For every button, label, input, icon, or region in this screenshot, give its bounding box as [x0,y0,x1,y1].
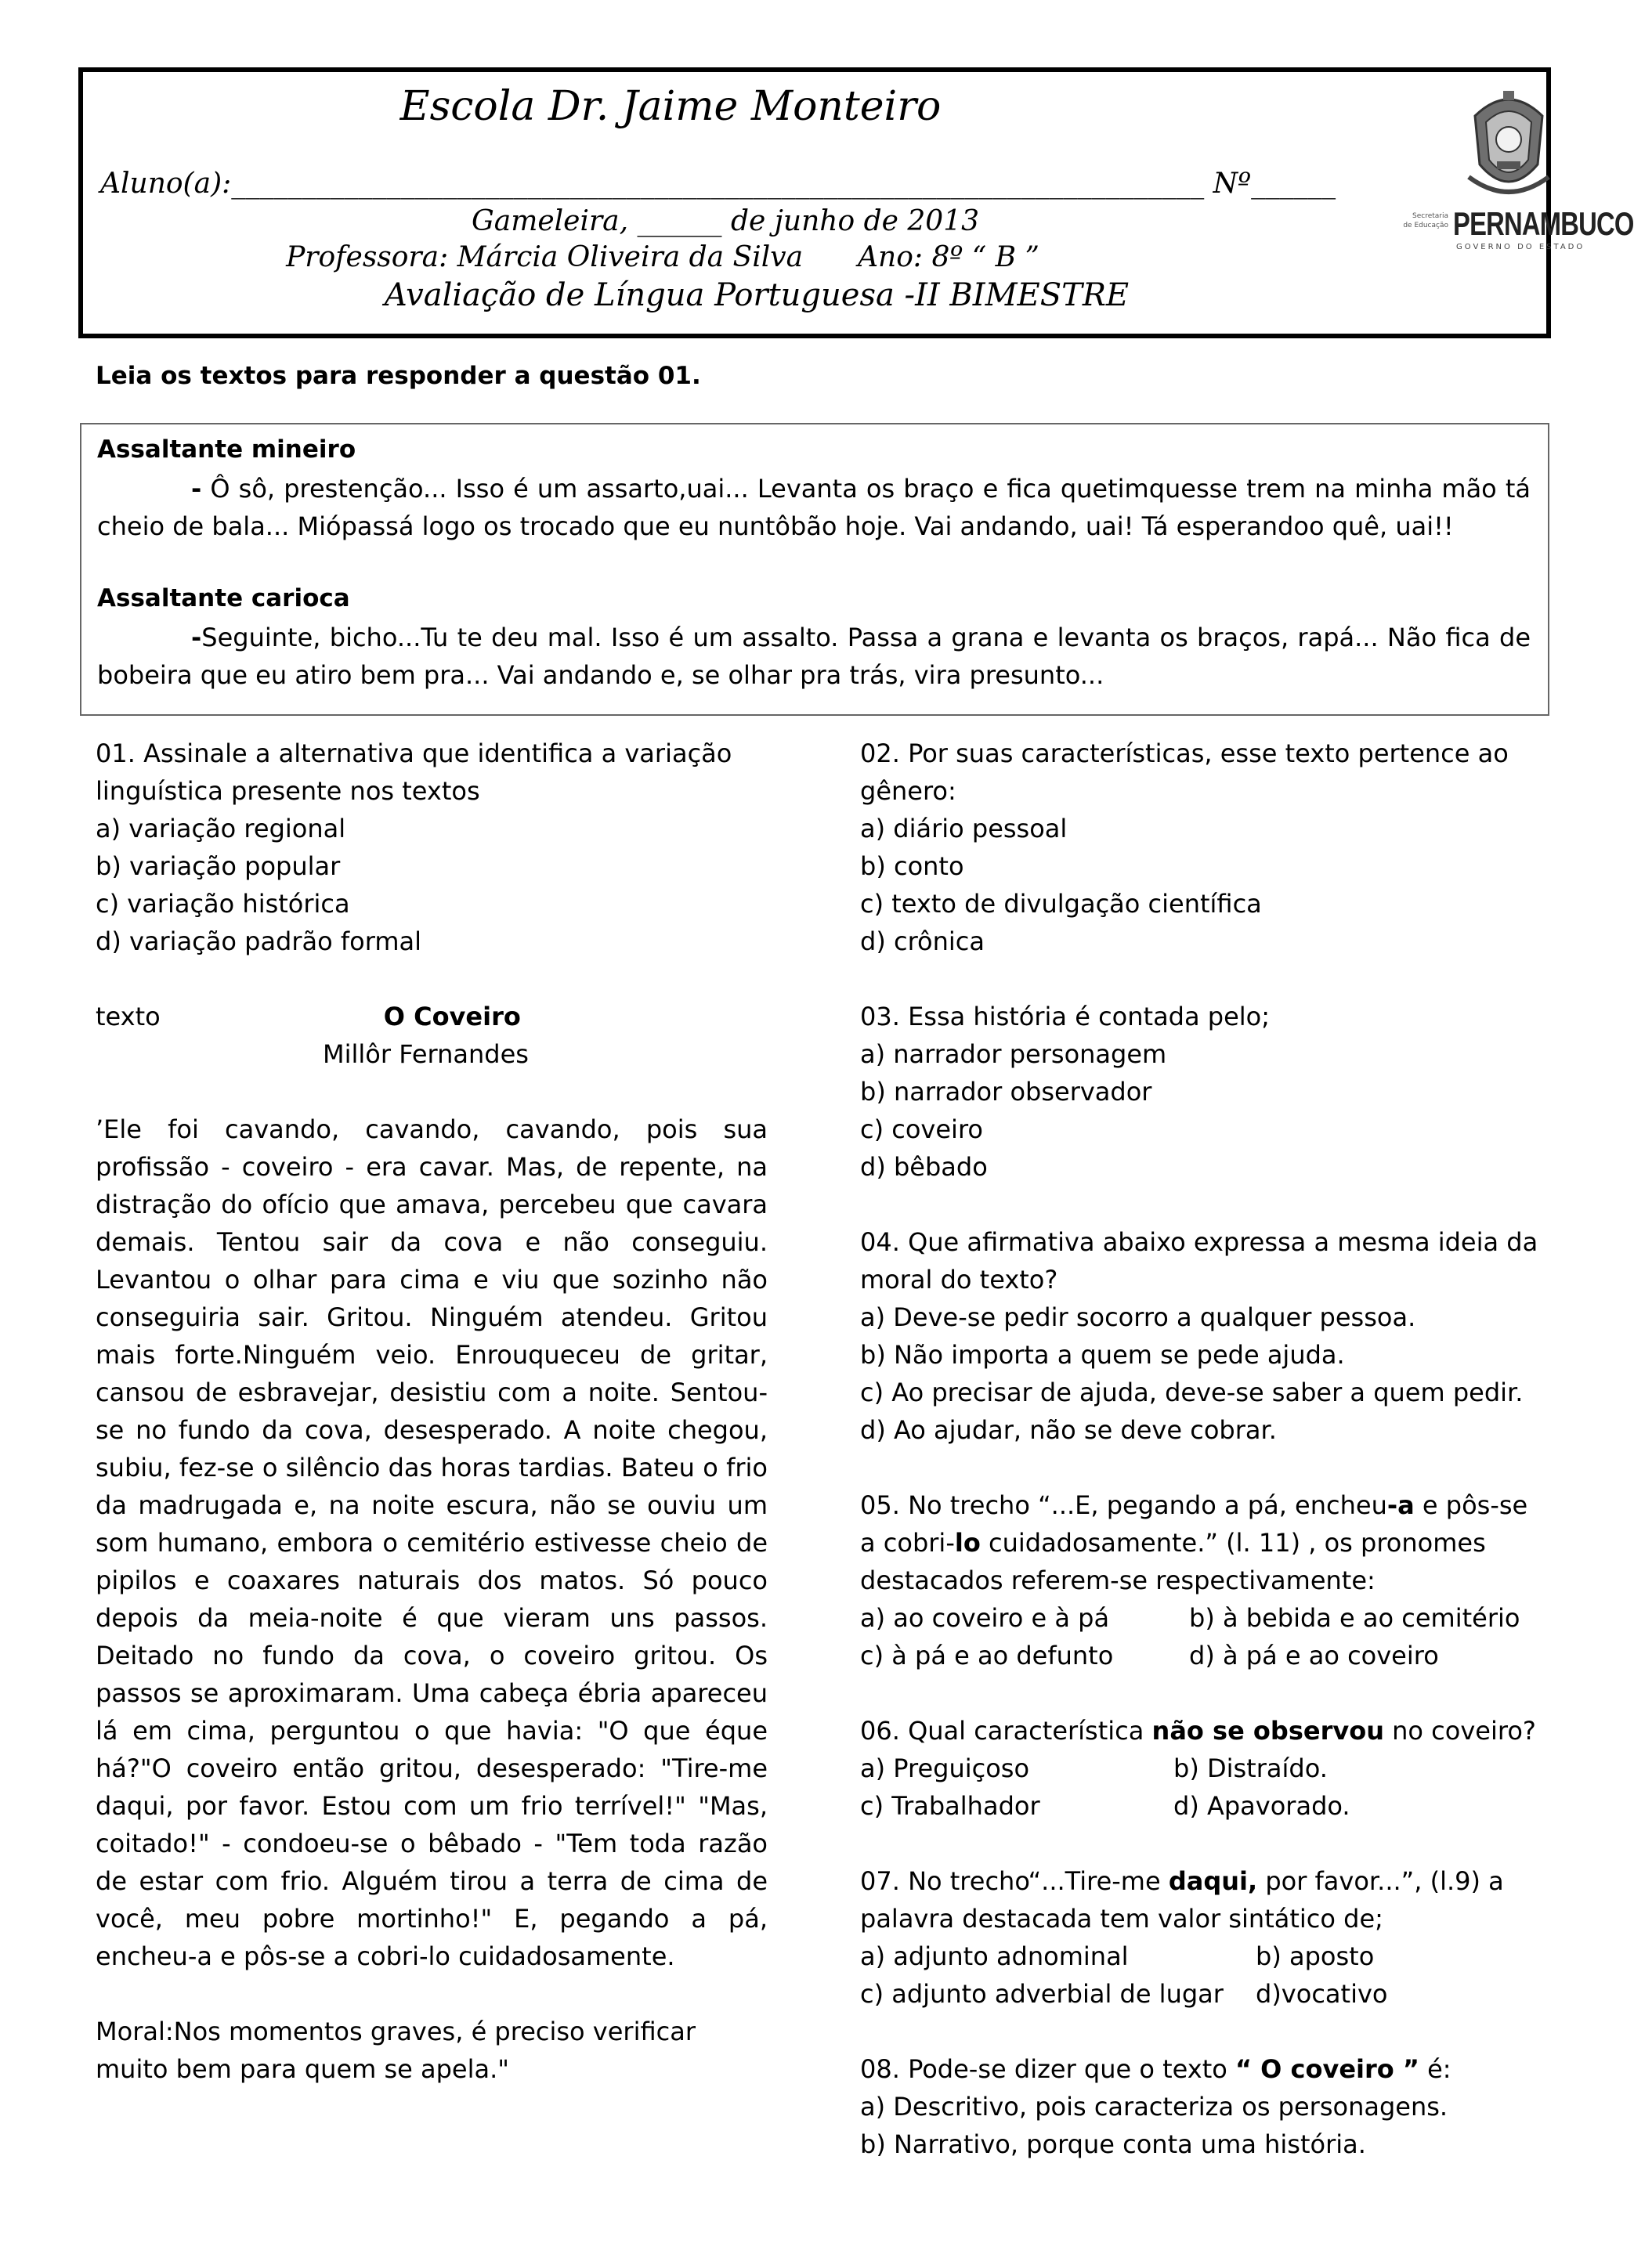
q05-option-b: b) à bebida e ao cemitério [1189,1603,1520,1633]
q04-option-d: d) Ao ajudar, não se deve cobrar. [860,1415,1277,1445]
exam-title: Avaliação de Língua Portuguesa -II BIMESTRE [384,277,1130,313]
text-title-carioca: Assaltante carioca [97,584,350,612]
q08-stem-text: 08. Pode-se dizer que o texto [860,2054,1235,2084]
instruction: Leia os textos para responder a questão 01. [96,362,701,390]
q05-stem-line2 [860,1524,1549,1562]
q04-stem-line1: 04. Que afirmativa abaixo expressa a mesma ideia da [860,1227,1538,1257]
q08-option-a: a) Descritivo, pois caracteriza os personagens. [860,2092,1448,2122]
q07-stem-line2: palavra destacada tem valor sintático de; [860,1904,1383,1934]
q01-option-b: b) variação popular [96,851,341,881]
q02-stem-line1: 02. Por suas características, esse texto pertence ao [860,739,1509,768]
q03-option-c: c) coveiro [860,1114,983,1144]
question-07 [860,1862,1549,2013]
texts-box [80,423,1549,716]
q06-stem-rest: no coveiro? [1383,1716,1536,1746]
q03-option-b: b) narrador observador [860,1077,1152,1107]
city-date: Gameleira, ______ de junho de 2013 [471,205,980,237]
q08-option-b: b) Narrativo, porque conta uma história. [860,2129,1366,2159]
q05-stem1-rest: e pôs-se [1414,1490,1528,1520]
state-name: PERNAMBUCO [1453,205,1634,242]
q06-options-row2 [860,1787,1549,1825]
q03-option-a: a) narrador personagem [860,1039,1167,1069]
q05-highlight-a: -a [1386,1490,1415,1520]
q06-stem [860,1712,1549,1750]
q07-options-row1 [860,1938,1549,1975]
q08-stem [860,2050,1549,2088]
q08-stem-rest: é: [1419,2054,1451,2084]
text-body-mineiro [97,470,1531,545]
q06-option-c: c) Trabalhador [860,1791,1040,1821]
q06-options-row1 [860,1750,1549,1787]
exam-header [78,67,1634,338]
q06-option-b: b) Distraído. [1173,1753,1328,1783]
q02-option-c: c) texto de divulgação científica [860,889,1262,919]
q08-highlight: “ O coveiro ” [1235,2054,1419,2084]
state-subtitle: GOVERNO DO ESTADO [1456,243,1585,251]
secretaria-label: Secretaria de Educação [1403,212,1448,229]
story-title: O Coveiro [383,1002,521,1031]
q07-option-d: d)vocativo [1256,1979,1388,2009]
q05-options-row2 [860,1637,1549,1674]
dash-carioca: - [191,623,202,652]
q04-option-c: c) Ao precisar de ajuda, deve-se saber a quem pedir. [860,1378,1524,1407]
story-moral-line1: Moral:Nos momentos graves, é preciso verificar [96,2017,696,2046]
question-06 [860,1712,1549,1825]
q05-stem-line1 [860,1486,1549,1524]
left-column [96,735,768,2088]
q04-option-b: b) Não importa a quem se pede ajuda. [860,1340,1345,1370]
q03-option-d: d) bêbado [860,1152,988,1182]
q07-option-c: c) adjunto adverbial de lugar [860,1979,1224,2009]
question-02 [860,735,1549,960]
student-name-field: Aluno(a):_____________________________________________________________________ Nº______ [100,168,1336,200]
q05-option-c: c) à pá e ao defunto [860,1641,1114,1670]
q07-stem-rest: por favor...”, (l.9) a [1257,1866,1504,1896]
q05-highlight-lo: lo [954,1528,981,1558]
q02-option-b: b) conto [860,851,964,881]
q05-stem1-text: 05. No trecho “...E, pegando a pá, encheu [860,1490,1387,1520]
text-title-mineiro: Assaltante mineiro [97,435,356,464]
coat-of-arms-icon [1466,89,1552,207]
q07-option-a: a) adjunto adnominal [860,1941,1129,1971]
carioca-body-text: Seguinte, bicho...Tu te deu mal. Isso é um assalto. Passa a grana e levanta os braços, rapá... Não fica de bobeira que eu atiro bem pra... Vai andando e, se olhar pra trás, vira presunto... [97,623,1531,690]
q06-option-a: a) Preguiçoso [860,1753,1030,1783]
q03-stem: 03. Essa história é contada pelo; [860,1002,1271,1031]
q07-stem-text: 07. No trecho“...Tire-me [860,1866,1169,1896]
school-name: Escola Dr. Jaime Monteiro [399,83,942,130]
q07-options-row2 [860,1975,1549,2013]
question-05 [860,1486,1549,1674]
q01-option-a: a) variação regional [96,814,346,843]
q02-option-d: d) crônica [860,926,985,956]
teacher-name: Professora: Márcia Oliveira da Silva [286,241,804,273]
story-body: ’Ele foi cavando, cavando, cavando, pois sua profissão - coveiro - era cavar. Mas, de repente, na distração do ofício que amava, percebeu que cavara demais. Tentou sair da cova e não conseguiu. Levantou o olhar para cima e viu que sozinho não conseguiria sair. Gritou. Ninguém atendeu. Gritou mais forte.Ninguém veio. Enrouqueceu de gritar, cansou de esbravejar, desistiu com a noite. Sentou-se no fundo da cova, desesperado. A noite chegou, subiu, fez-se o silêncio das horas tardias. Bateu o frio da madrugada e, na noite escura, não se ouviu um som humano, embora o cemitério estivesse cheio de pipilos e coaxares naturais dos matos. Só pouco depois da meia-noite é que vieram uns passos. Deitado no fundo da cova, o coveiro gritou. Os passos se aproximaram. Uma cabeça ébria apareceu lá em cima, perguntou o que havia: "O que éque há?"O coveiro então gritou, desesperado: "Tire-me daqui, por favor. Estou com um frio terrível!" "Mas, coitado!" - condoeu-se o bêbado - "Tem toda razão de estar com frio. Alguém tirou a terra de cima de você, meu pobre mortinho!" E, pegando a pá, encheu-a e pôs-se a cobri-lo cuidadosamente. [96,1114,768,1971]
question-04 [860,1223,1549,1449]
q05-options-row1 [860,1599,1549,1637]
q02-stem-line2: gênero: [860,776,956,806]
q01-stem-line1: 01. Assinale a alternativa que identifica a variação [96,739,732,768]
q02-option-a: a) diário pessoal [860,814,1068,843]
q01-option-c: c) variação histórica [96,889,350,919]
q01-option-d: d) variação padrão formal [96,926,421,956]
pernambuco-logo [1403,89,1634,293]
q05-stem2-text: a cobri- [860,1528,955,1558]
teacher-year-line [83,241,1242,273]
question-08 [860,2050,1549,2163]
q07-highlight: daqui, [1168,1866,1258,1896]
q04-stem-line2: moral do texto? [860,1265,1058,1295]
q05-stem2-rest: cuidadosamente.” (l. 11) , os pronomes [980,1528,1486,1558]
q05-option-d: d) à pá e ao coveiro [1189,1641,1439,1670]
q04-option-a: a) Deve-se pedir socorro a qualquer pessoa. [860,1302,1416,1332]
class-year: Ano: 8º “ B ” [858,241,1039,273]
story-author: Millôr Fernandes [323,1039,529,1069]
q05-stem-line3: destacados referem-se respectivamente: [860,1566,1376,1595]
q05-option-a: a) ao coveiro e à pá [860,1603,1110,1633]
mineiro-body-text: Ô sô, prestenção... Isso é um assarto,uai... Levanta os braço e fica quetimquesse trem na minha mão tá cheio de bala... Miópassá logo os trocado que eu nuntôbão hoje. Vai andando, uai! Tá esperandoo quê, uai!! [97,474,1531,541]
q01-stem-line2: linguística presente nos textos [96,776,480,806]
text-body-carioca [97,619,1531,694]
q06-highlight: não se observou [1151,1716,1384,1746]
question-01 [96,735,768,960]
q07-option-b: b) aposto [1256,1941,1375,1971]
dash-mineiro: - [191,474,202,504]
story-title-row [96,998,768,1035]
q06-stem-text: 06. Qual característica [860,1716,1152,1746]
question-03 [860,998,1549,1186]
q06-option-d: d) Apavorado. [1173,1791,1350,1821]
right-column [860,735,1549,2201]
q07-stem-line1 [860,1862,1549,1900]
story-label: texto [96,1002,161,1031]
story-moral-line2: muito bem para quem se apela." [96,2054,509,2084]
